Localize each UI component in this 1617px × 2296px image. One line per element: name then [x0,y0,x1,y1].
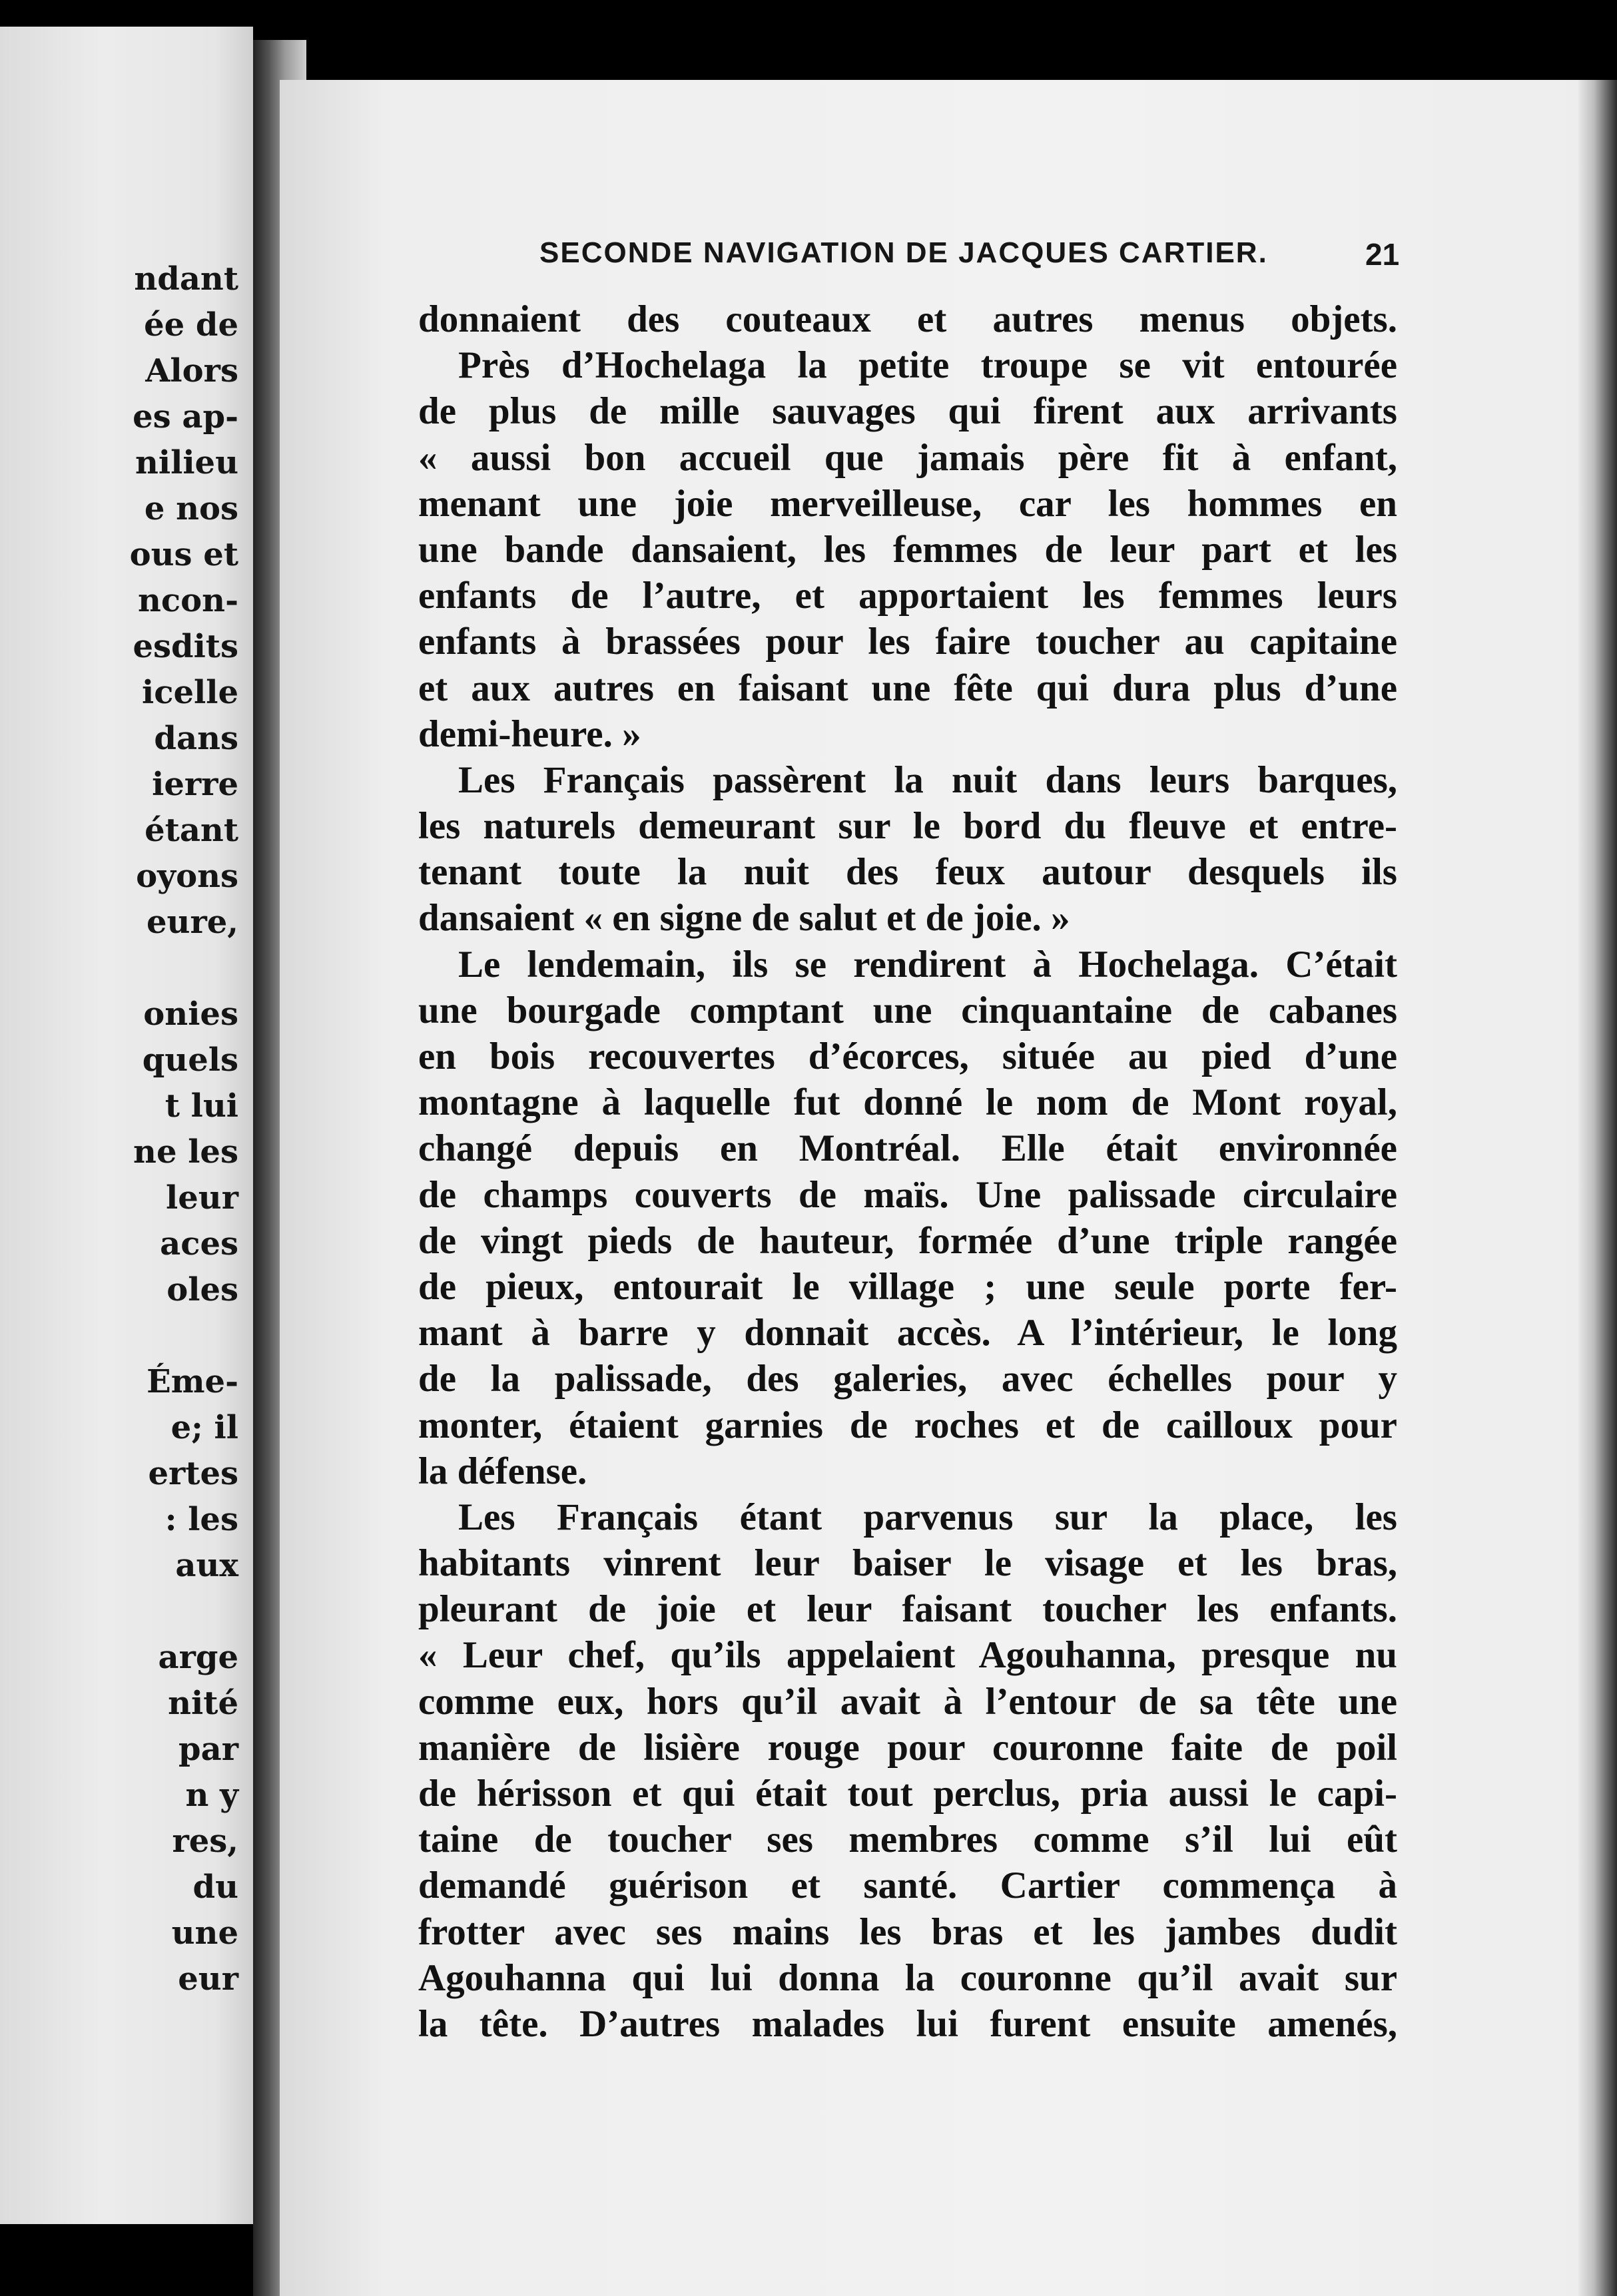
left-line: ndant [134,260,238,298]
left-line: eur [178,1960,238,1998]
text-line: demi-heure. » [418,713,641,755]
body-text [418,296,1397,2047]
left-line: ertes [148,1455,238,1492]
left-blank-line [39,946,238,992]
left-line: e nos [144,490,238,527]
text-line: une bourgade comptant une cinquantaine de cabanes [418,989,1397,1031]
text-line: monter, étaient garnies de roches et de cailloux pour [418,1404,1397,1446]
left-line: quels [142,1041,238,1079]
left-line: Éme- [147,1363,238,1400]
left-line: oyons [136,858,238,895]
left-line: res, [172,1823,238,1860]
left-line: Alors [145,352,238,390]
text-line: habitants vinrent leur baiser le visage et les bras, [418,1542,1397,1585]
left-line: ierre [152,766,238,803]
text-line: la défense. [418,1450,587,1492]
text-line: mant à barre y donnait accès. A l’intérieur, le long [418,1312,1397,1354]
text-line: demandé guérison et santé. Cartier commença à [418,1865,1397,1907]
text-line: tenant toute la nuit des feux autour desquels ils [418,851,1397,894]
text-line: comme eux, hors qu’il avait à l’entour de sa tête une [418,1680,1397,1723]
text-line: de champs couverts de maïs. Une palissade circulaire [418,1173,1397,1216]
left-line: eure, [147,904,238,941]
left-line: es ap- [133,398,238,435]
text-line: donnaient des couteaux et autres menus objets. [418,298,1397,340]
text-line: manière de lisière rouge pour couronne faite de poil [418,1726,1397,1769]
text-line: Près d’Hochelaga la petite troupe se vit entourée [458,344,1397,387]
text-line: de hérisson et qui était tout perclus, pria aussi le capi- [418,1773,1397,1815]
text-line: Le lendemain, ils se rendirent à Hochelaga. C’était [458,943,1397,986]
left-line: dans [154,720,238,757]
text-line: « Leur chef, qu’ils appelaient Agouhanna, presque nu [418,1634,1397,1677]
left-line: t lui [164,1087,238,1125]
left-line: aux [175,1547,238,1584]
text-line: de plus de mille sauvages qui firent aux arrivants [418,390,1397,433]
text-line: dansaient « en signe de salut et de joie. » [418,897,1070,940]
text-line: Les Français passèrent la nuit dans leurs barques, [458,758,1397,801]
left-line: arge [158,1639,238,1676]
left-line: du [192,1868,238,1906]
text-line: changé depuis en Montréal. Elle était environnée [418,1127,1397,1170]
text-line: enfants de l’autre, et apportaient les femmes leurs [418,575,1397,617]
text-line: les naturels demeurant sur le bord du fleuve et entre- [418,805,1397,848]
text-line: la tête. D’autres malades lui furent ensuite amenés, [418,2002,1397,2045]
text-line: menant une joie merveilleuse, car les hommes en [418,482,1397,525]
left-line: onies [143,996,238,1033]
left-line: e; il [170,1409,238,1446]
left-line: nité [168,1685,238,1722]
left-line: ne les [133,1133,238,1171]
left-line: aces [160,1225,238,1263]
left-line: oles [166,1271,238,1308]
left-line: nilieu [135,444,238,481]
text-line: de la palissade, des galeries, avec échelles pour y [418,1358,1397,1400]
text-line: « aussi bon accueil que jamais père fit à enfant, [418,436,1397,479]
text-line: montagne à laquelle fut donné le nom de Mont royal, [418,1081,1397,1124]
left-line: étant [145,812,238,849]
left-line: ous et [129,536,238,573]
text-line: pleurant de joie et leur faisant toucher les enfants. [418,1588,1397,1631]
left-page [0,27,253,2224]
text-line: de vingt pieds de hauteur, formée d’une triple rangée [418,1219,1397,1262]
text-line: une bande dansaient, les femmes de leur part et les [418,528,1397,571]
left-page-text [39,256,238,2002]
left-line: n y [185,1777,238,1814]
left-line: une [171,1914,238,1952]
left-line: ncon- [138,582,238,619]
left-blank-line [39,1313,238,1359]
text-line: et aux autres en faisant une fête qui dura plus d’une [418,667,1397,709]
text-line: enfants à brassées pour les faire toucher au capitaine [418,621,1397,663]
left-line: icelle [141,674,238,711]
left-line: esdits [133,628,238,665]
page-edge-shadow [1578,80,1617,2296]
text-line: Les Français étant parvenus sur la place, les [458,1496,1397,1538]
text-line: en bois recouvertes d’écorces, située au pied d’une [418,1035,1397,1077]
text-line: Agouhanna qui lui donna la couronne qu’il avait sur [418,1956,1397,1999]
left-line: ée de [144,306,238,344]
page-number: 21 [1365,237,1400,272]
left-blank-line [39,1589,238,1635]
left-line: par [178,1731,238,1768]
left-line: leur [166,1179,238,1217]
running-title: SECONDE NAVIGATION DE JACQUES CARTIER. [539,236,1268,269]
text-line: de pieux, entourait le village ; une seule porte fer- [418,1265,1397,1308]
left-line: : les [164,1501,238,1538]
text-line: frotter avec ses mains les bras et les jambes dudit [418,1910,1397,1953]
text-line: taine de toucher ses membres comme s’il lui eût [418,1819,1397,1861]
